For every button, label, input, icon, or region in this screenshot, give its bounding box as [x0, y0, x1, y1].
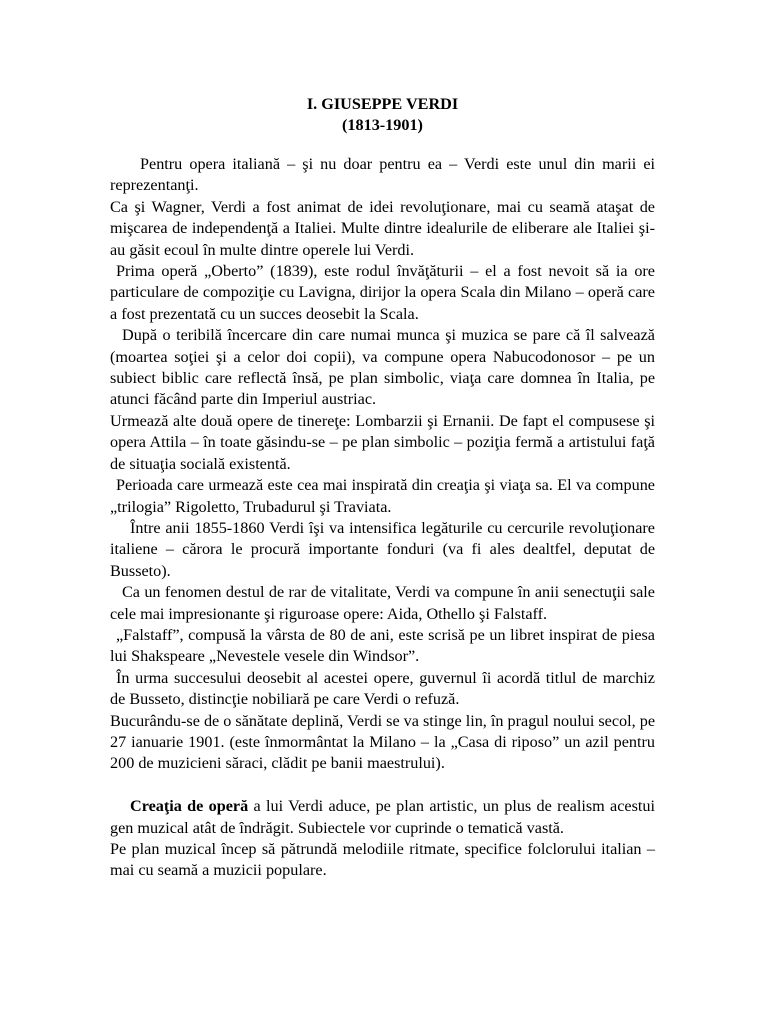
paragraph-spacer — [110, 775, 655, 796]
paragraph: Pe plan muzical încep să pătrundă melodiile ritmate, specifice folclorului italian – mai cu seamă a muzicii populare. — [110, 839, 655, 880]
paragraph: După o teribilă încercare din care numai munca şi muzica se pare că îl salvează (moartea soţiei şi a celor doi copii), va compune opera Nabucodonosor – pe un subiect biblic care reflectă însă, pe plan simbolic, viaţa care domnea în Italia, pe atunci făcând parte din Imperiul austriac. — [110, 326, 655, 409]
paragraph: Perioada care urmează este cea mai inspirată din creaţia şi viaţa sa. El va compune „trilogia” Rigoletto, Trubadurul şi Traviata. — [110, 476, 655, 516]
document-title-block — [110, 94, 655, 137]
paragraph: Prima operă „Oberto” (1839), este rodul învăţăturii – el a fost nevoit să ia ore particulare de compoziţie cu Lavigna, dirijor la opera Scala din Milano – operă care a fost prezentată cu un succes deosebit la Scala. — [110, 262, 655, 323]
paragraph: În urma succesului deosebit al acestei opere, guvernul îi acordă titlul de marchiz de Busseto, distincţie nobiliară pe care Verdi o refuză. — [110, 668, 655, 709]
paragraph-continuation: a lui Verdi aduce, pe plan artistic, un plus de realism acestui gen muzical atât de îndrăgit. Subiectele vor cuprinde o tematică vastă. — [110, 797, 655, 837]
bold-lead-text: Creaţia de operă — [130, 797, 249, 816]
paragraph — [110, 796, 655, 839]
document-title: I. GIUSEPPE VERDI — [306, 95, 459, 113]
paragraph: Pentru opera italiană – şi nu doar pentru ea – Verdi este unul din marii ei reprezentanţi. — [110, 155, 655, 195]
paragraph: Între anii 1855-1860 Verdi îşi va intensifica legăturile cu cercurile revoluţionare italiene – cărora le procură importante fonduri (va fi ales dealtfel, deputat de Busseto). — [110, 518, 655, 580]
document-body — [110, 154, 655, 882]
document-subtitle: (1813-1901) — [342, 116, 423, 135]
paragraph: Ca un fenomen destul de rar de vitalitate, Verdi va compune în anii senectuţii sale cele mai impresionante şi riguroase opere: Aida, Othello şi Falstaff. — [110, 583, 655, 623]
paragraph: Ca şi Wagner, Verdi a fost animat de idei revoluţionare, mai cu seamă ataşat de mişcarea de independenţă a Italiei. Multe dintre idealurile de eliberare ale Italiei şi-au găsit ecoul în multe dintre operele lui Verdi. — [110, 197, 655, 259]
paragraph: „Falstaff”, compusă la vârsta de 80 de ani, este scrisă pe un libret inspirat de piesa lui Shakspeare „Nevestele vesele din Windsor”. — [110, 625, 655, 666]
paragraph: Urmează alte două opere de tinereţe: Lombarzii şi Ernanii. De fapt el compusese şi opera Attila – în toate găsindu-se – pe plan simbolic – poziţia fermă a artistului faţă de situaţia socială existentă. — [110, 411, 655, 473]
paragraph: Bucurându-se de o sănătate deplină, Verdi se va stinge lin, în pragul noului secol, pe 27 ianuarie 1901. (este înmormântat la Milano – la „Casa di riposo” un azil pentru 200 de muzicieni săraci, clădit pe banii maestrului). — [110, 711, 655, 773]
